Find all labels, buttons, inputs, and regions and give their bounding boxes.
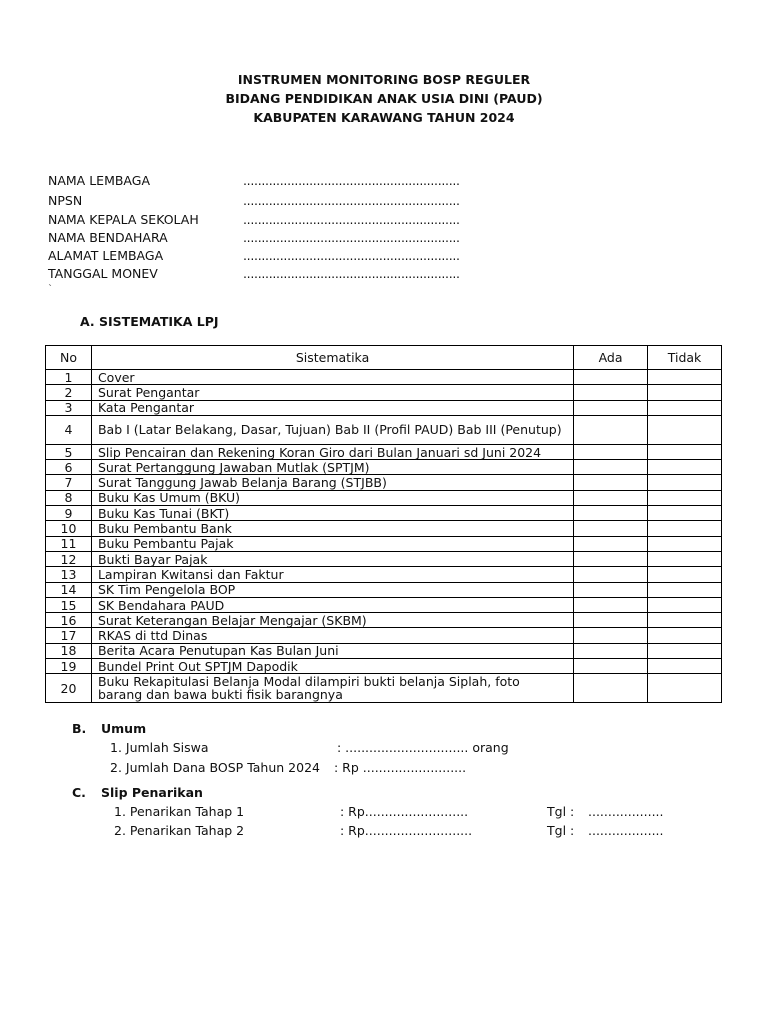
table-row (46, 460, 722, 475)
tahap-1-tgl-label: Tgl : (547, 804, 575, 819)
tidak-cell[interactable] (648, 582, 722, 597)
tahap-2-label: 2. Penarikan Tahap 2 (114, 823, 245, 838)
row-item: Buku Pembantu Pajak (91, 536, 573, 551)
ada-cell[interactable] (574, 506, 648, 521)
ada-cell[interactable] (574, 659, 648, 674)
tidak-cell[interactable] (648, 613, 722, 628)
section-b-heading: Umum (101, 721, 147, 736)
row-item: Surat Pertanggung Jawaban Mutlak (SPTJM) (91, 460, 573, 475)
tidak-cell[interactable] (648, 536, 722, 551)
tahap-2-tgl-field: ................... (588, 823, 664, 838)
tahap-1-tgl-field: ................... (588, 804, 664, 819)
tidak-cell[interactable] (648, 643, 722, 658)
row-no: 9 (46, 506, 92, 521)
table-row (46, 536, 722, 551)
tahap-2-amount-field: : Rp........................... (340, 823, 473, 838)
row-item: SK Tim Pengelola BOP (91, 582, 573, 597)
ada-cell[interactable] (574, 370, 648, 385)
identity-field-bendahara: ........................................................... (243, 230, 460, 245)
table-row (46, 613, 722, 628)
table-header-row (46, 346, 722, 370)
tidak-cell[interactable] (648, 567, 722, 582)
table-row (46, 490, 722, 505)
row-no: 11 (46, 536, 92, 551)
jumlah-dana-label: 2. Jumlah Dana BOSP Tahun 2024 (110, 760, 320, 775)
tidak-cell[interactable] (648, 415, 722, 444)
row-item: Kata Pengantar (91, 400, 573, 415)
header-ada: Ada (574, 346, 648, 370)
row-item: Slip Pencairan dan Rekening Koran Giro dari Bulan Januari sd Juni 2024 (91, 444, 573, 459)
tidak-cell[interactable] (648, 597, 722, 612)
identity-label-npsn: NPSN (48, 193, 83, 208)
row-no: 13 (46, 567, 92, 582)
table-row (46, 628, 722, 643)
ada-cell[interactable] (574, 444, 648, 459)
tidak-cell[interactable] (648, 674, 722, 703)
row-no: 15 (46, 597, 92, 612)
row-item: Buku Kas Umum (BKU) (91, 490, 573, 505)
tidak-cell[interactable] (648, 628, 722, 643)
table-row (46, 582, 722, 597)
sistematika-table (45, 345, 722, 703)
tidak-cell[interactable] (648, 475, 722, 490)
ada-cell[interactable] (574, 415, 648, 444)
row-item: Surat Pengantar (91, 385, 573, 400)
ada-cell[interactable] (574, 460, 648, 475)
ada-cell[interactable] (574, 613, 648, 628)
table-row (46, 521, 722, 536)
doc-title-line-2: BIDANG PENDIDIKAN ANAK USIA DINI (PAUD) (225, 91, 543, 106)
identity-label-tanggal-monev: TANGGAL MONEV (48, 266, 158, 281)
row-item: Buku Rekapitulasi Belanja Modal dilampiri bukti belanja Siplah, foto barang dan bawa bukti fisik barangnya (91, 674, 573, 703)
row-no: 16 (46, 613, 92, 628)
ada-cell[interactable] (574, 521, 648, 536)
tidak-cell[interactable] (648, 370, 722, 385)
row-no: 1 (46, 370, 92, 385)
row-no: 8 (46, 490, 92, 505)
identity-label-bendahara: NAMA BENDAHARA (48, 230, 168, 245)
row-no: 5 (46, 444, 92, 459)
tidak-cell[interactable] (648, 551, 722, 566)
row-no: 20 (46, 674, 92, 703)
identity-field-alamat: ........................................................... (243, 248, 460, 263)
identity-label-kepala-sekolah: NAMA KEPALA SEKOLAH (48, 212, 199, 227)
table-row (46, 370, 722, 385)
row-no: 19 (46, 659, 92, 674)
table-row (46, 597, 722, 612)
ada-cell[interactable] (574, 582, 648, 597)
ada-cell[interactable] (574, 490, 648, 505)
row-item: Surat Keterangan Belajar Mengajar (SKBM) (91, 613, 573, 628)
tahap-1-amount-field: : Rp.......................... (340, 804, 469, 819)
row-item: Bundel Print Out SPTJM Dapodik (91, 659, 573, 674)
header-no: No (46, 346, 92, 370)
row-no: 12 (46, 551, 92, 566)
row-item: Buku Kas Tunai (BKT) (91, 506, 573, 521)
ada-cell[interactable] (574, 597, 648, 612)
table-row (46, 659, 722, 674)
row-no: 4 (46, 415, 92, 444)
jumlah-siswa-field: : ............................... orang (337, 740, 509, 755)
ada-cell[interactable] (574, 551, 648, 566)
ada-cell[interactable] (574, 567, 648, 582)
row-no: 17 (46, 628, 92, 643)
tidak-cell[interactable] (648, 490, 722, 505)
tahap-2-tgl-label: Tgl : (547, 823, 575, 838)
row-item: Cover (91, 370, 573, 385)
tidak-cell[interactable] (648, 400, 722, 415)
table-row (46, 551, 722, 566)
tidak-cell[interactable] (648, 506, 722, 521)
stray-mark: ` (48, 284, 53, 295)
identity-field-tanggal-monev: ........................................................... (243, 266, 460, 281)
table-row (46, 400, 722, 415)
section-a-heading: A. SISTEMATIKA LPJ (80, 314, 219, 329)
row-no: 10 (46, 521, 92, 536)
doc-title-line-3: KABUPATEN KARAWANG TAHUN 2024 (253, 110, 515, 125)
row-item: Bab I (Latar Belakang, Dasar, Tujuan) Bab II (Profil PAUD) Bab III (Penutup) (91, 415, 573, 444)
table-row (46, 385, 722, 400)
row-no: 2 (46, 385, 92, 400)
header-sistematika: Sistematika (91, 346, 573, 370)
section-c-heading: Slip Penarikan (101, 785, 203, 800)
ada-cell[interactable] (574, 385, 648, 400)
row-item: Buku Pembantu Bank (91, 521, 573, 536)
table-row (46, 415, 722, 444)
tidak-cell[interactable] (648, 521, 722, 536)
jumlah-siswa-label: 1. Jumlah Siswa (110, 740, 209, 755)
section-c-letter: C. (72, 785, 86, 800)
identity-field-nama-lembaga: ........................................................... (243, 173, 460, 188)
table-row (46, 444, 722, 459)
ada-cell[interactable] (574, 643, 648, 658)
header-tidak: Tidak (648, 346, 722, 370)
table-row (46, 643, 722, 658)
tidak-cell[interactable] (648, 444, 722, 459)
table-row (46, 506, 722, 521)
tahap-1-label: 1. Penarikan Tahap 1 (114, 804, 245, 819)
row-no: 14 (46, 582, 92, 597)
tidak-cell[interactable] (648, 385, 722, 400)
ada-cell[interactable] (574, 628, 648, 643)
ada-cell[interactable] (574, 536, 648, 551)
ada-cell[interactable] (574, 475, 648, 490)
row-no: 3 (46, 400, 92, 415)
tidak-cell[interactable] (648, 659, 722, 674)
table-row (46, 567, 722, 582)
identity-field-kepala-sekolah: ........................................................... (243, 212, 460, 227)
row-no: 18 (46, 643, 92, 658)
identity-field-npsn: ........................................................... (243, 193, 460, 208)
ada-cell[interactable] (574, 674, 648, 703)
row-no: 7 (46, 475, 92, 490)
table-row (46, 674, 722, 703)
row-no: 6 (46, 460, 92, 475)
doc-title-line-1: INSTRUMEN MONITORING BOSP REGULER (237, 72, 531, 87)
tidak-cell[interactable] (648, 460, 722, 475)
row-item: SK Bendahara PAUD (91, 597, 573, 612)
identity-label-alamat: ALAMAT LEMBAGA (48, 248, 164, 263)
table-row (46, 475, 722, 490)
jumlah-dana-field: : Rp .......................... (334, 760, 467, 775)
row-item: Berita Acara Penutupan Kas Bulan Juni (91, 643, 573, 658)
row-item: Lampiran Kwitansi dan Faktur (91, 567, 573, 582)
row-item: Surat Tanggung Jawab Belanja Barang (STJBB) (91, 475, 573, 490)
row-item: Bukti Bayar Pajak (91, 551, 573, 566)
ada-cell[interactable] (574, 400, 648, 415)
section-b-letter: B. (72, 721, 87, 736)
identity-label-nama-lembaga: NAMA LEMBAGA (48, 173, 151, 188)
row-item: RKAS di ttd Dinas (91, 628, 573, 643)
